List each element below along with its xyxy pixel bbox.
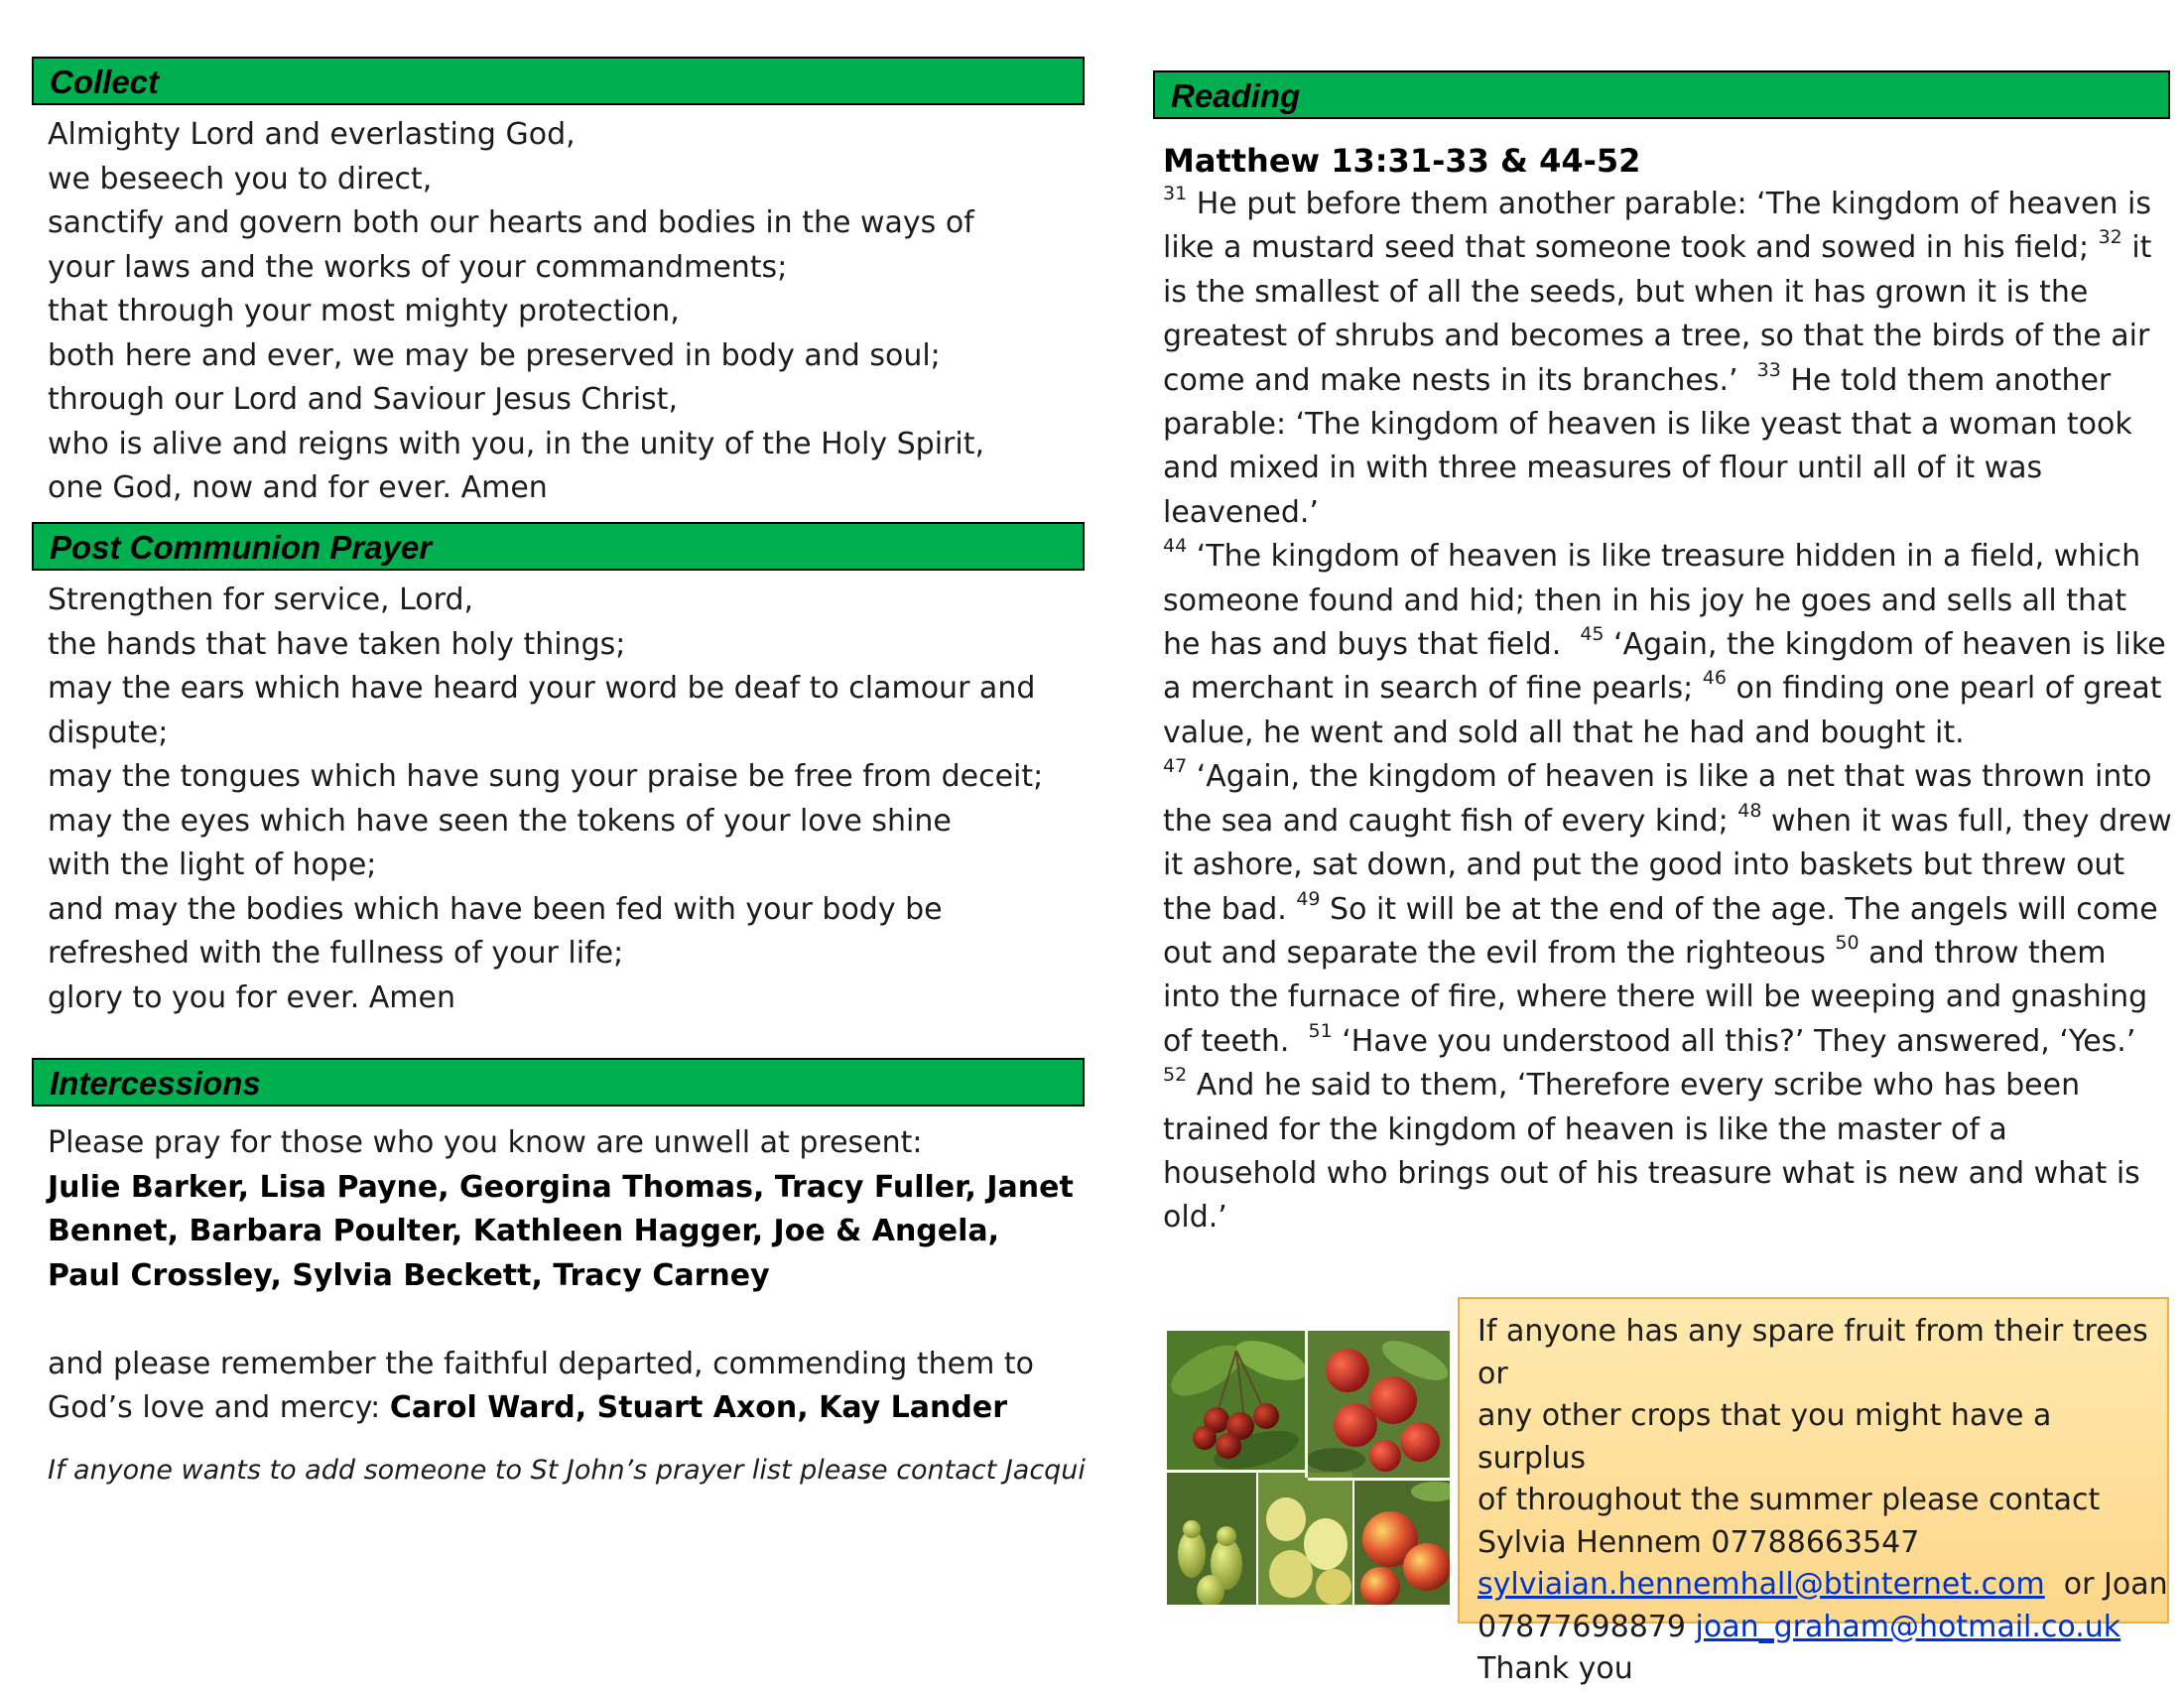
reading-text-run: he has and buys that field. bbox=[1163, 627, 1581, 663]
reading-line bbox=[1163, 183, 2155, 226]
thank-you-text: Thank you bbox=[1477, 1651, 1633, 1686]
reading-line bbox=[1163, 226, 2155, 270]
reading-line bbox=[1163, 315, 2155, 358]
reading-text-run: old.’ bbox=[1163, 1200, 1227, 1236]
post-communion-line: with the light of hope; bbox=[48, 847, 377, 882]
reading-text-run: is the smallest of all the seeds, but when it has grown it is the bbox=[1163, 274, 2089, 310]
departed-prefix: God’s love and mercy: bbox=[48, 1390, 390, 1425]
collect-text bbox=[48, 113, 984, 511]
reading-line bbox=[1163, 755, 2155, 799]
reading-text-run: when it was full, they drew bbox=[1761, 803, 2172, 839]
post-communion-line: may the ears which have heard your word be deaf to clamour and bbox=[48, 671, 1036, 706]
fruit-notice-line: any other crops that you might have a surplus bbox=[1477, 1398, 2052, 1476]
reading-text-run: out and separate the evil from the righteous bbox=[1163, 935, 1836, 971]
reading-line bbox=[1163, 535, 2155, 579]
collect-line: one God, now and for ever. Amen bbox=[48, 470, 548, 505]
verse-number: 32 bbox=[2098, 226, 2122, 249]
fruit-notice-box bbox=[1458, 1297, 2169, 1686]
reading-text-run: come and make nests in its branches.’ bbox=[1163, 362, 1757, 398]
fruit-notice-line: Sylvia Hennem 07788663547 bbox=[1477, 1524, 1920, 1560]
reading-reference: Matthew 13:31-33 & 44-52 bbox=[1163, 142, 1641, 180]
reading-line bbox=[1163, 491, 2155, 535]
reading-line bbox=[1163, 932, 2155, 976]
intercessions-intro: Please pray for those who you know are unwell at present: bbox=[48, 1125, 923, 1160]
reading-text-run: of teeth. bbox=[1163, 1023, 1309, 1059]
reading-text-run: household who brings out of his treasure what is new and what is bbox=[1163, 1155, 2140, 1191]
fruit-notice-line: of throughout the summer please contact bbox=[1477, 1483, 2101, 1517]
reading-text-run: the sea and caught fish of every kind; bbox=[1163, 803, 1738, 839]
intercessions-text bbox=[48, 1121, 1086, 1493]
reading-line bbox=[1163, 447, 2155, 490]
reading-text-run: someone found and hid; then in his joy he goes and sells all that bbox=[1163, 583, 2127, 618]
departed-line bbox=[48, 1386, 1086, 1431]
reading-line bbox=[1163, 1108, 2155, 1152]
reading-heading: Reading bbox=[1153, 70, 2170, 119]
reading-line bbox=[1163, 1064, 2155, 1107]
reading-text-run: leavened.’ bbox=[1163, 494, 1319, 530]
reading-text-run: the bad. bbox=[1163, 891, 1297, 927]
collect-line: through our Lord and Saviour Jesus Christ, bbox=[48, 382, 678, 417]
verse-number: 50 bbox=[1835, 931, 1860, 954]
post-communion-line: may the tongues which have sung your praise be free from deceit; bbox=[48, 759, 1044, 794]
reading-line bbox=[1163, 712, 2155, 755]
reading-text-run: He put before them another parable: ‘The kingdom of heaven is bbox=[1187, 187, 2152, 221]
post-communion-line: may the eyes which have seen the tokens of your love shine bbox=[48, 803, 952, 839]
verse-number: 51 bbox=[1308, 1019, 1333, 1042]
reading-text-run: So it will be at the end of the age. The angels will come bbox=[1320, 891, 2158, 927]
fruit-notice-line bbox=[1477, 1607, 2149, 1649]
reading-text-run: And he said to them, ‘Therefore every scribe who has been bbox=[1187, 1068, 2081, 1104]
prayer-list-note: If anyone wants to add someone to St John’s prayer list please contact Jacqui bbox=[48, 1454, 1086, 1486]
reading-line bbox=[1163, 1152, 2155, 1196]
collect-line: that through your most mighty protection, bbox=[48, 294, 680, 328]
reading-text-run: it ashore, sat down, and put the good into baskets but threw out bbox=[1163, 847, 2125, 883]
reading-line bbox=[1163, 976, 2155, 1019]
reading-text-run: and throw them bbox=[1859, 935, 2107, 971]
intercessions-heading: Intercessions bbox=[32, 1058, 1085, 1106]
verse-number: 45 bbox=[1580, 623, 1605, 646]
fruit-notice-line bbox=[1477, 1564, 2168, 1607]
unwell-names-line: Julie Barker, Lisa Payne, Georgina Thomas, Tracy Fuller, Janet bbox=[48, 1169, 1074, 1205]
reading-text-run: it bbox=[2121, 230, 2152, 266]
reading-text-run: ‘Have you understood all this?’ They answered, ‘Yes.’ bbox=[1332, 1023, 2136, 1059]
reading-body bbox=[1163, 183, 2172, 1240]
reading-text-run: He told them another bbox=[1780, 362, 2112, 398]
fruit-collage-image bbox=[1167, 1331, 1450, 1605]
reading-text-run: trained for the kingdom of heaven is like the master of a bbox=[1163, 1111, 2007, 1147]
collect-line: both here and ever, we may be preserved in body and soul; bbox=[48, 337, 941, 373]
unwell-names-line: Paul Crossley, Sylvia Beckett, Tracy Carney bbox=[48, 1257, 770, 1293]
reading-line bbox=[1163, 799, 2172, 844]
verse-number: 52 bbox=[1163, 1064, 1188, 1087]
reading-line bbox=[1163, 403, 2155, 447]
reading-text-run: parable: ‘The kingdom of heaven is like yeast that a woman took bbox=[1163, 407, 2132, 443]
verse-number: 48 bbox=[1737, 799, 1762, 822]
fruit-notice-line: If anyone has any spare fruit from their trees or bbox=[1477, 1314, 2148, 1391]
verse-number: 46 bbox=[1702, 667, 1727, 690]
reading-text-run: and mixed in with three measures of flour until all of it was bbox=[1163, 451, 2043, 486]
reading-text-run: a merchant in search of fine pearls; bbox=[1163, 671, 1703, 707]
collect-line: your laws and the works of your commandments; bbox=[48, 249, 788, 285]
or-joan-text: or Joan bbox=[2044, 1567, 2168, 1602]
reading-line bbox=[1163, 1020, 2155, 1064]
reading-text-run: into the furnace of fire, where there will be weeping and gnashing bbox=[1163, 979, 2148, 1015]
fruit-photo-collage bbox=[1167, 1331, 1450, 1605]
reading-line bbox=[1163, 887, 2158, 932]
verse-number: 44 bbox=[1163, 535, 1188, 558]
verse-number: 49 bbox=[1296, 887, 1321, 910]
post-communion-line: Strengthen for service, Lord, bbox=[48, 583, 474, 617]
reading-line bbox=[1163, 623, 2166, 667]
post-communion-text bbox=[48, 579, 1043, 1020]
verse-number: 33 bbox=[1756, 358, 1781, 381]
collect-line: Almighty Lord and everlasting God, bbox=[48, 117, 576, 152]
verse-number: 47 bbox=[1163, 755, 1188, 778]
unwell-names-line: Bennet, Barbara Poulter, Kathleen Hagger, Joe & Angela, bbox=[48, 1214, 1000, 1248]
collect-line: who is alive and reigns with you, in the unity of the Holy Spirit, bbox=[48, 426, 985, 461]
reading-text-run: ‘Again, the kingdom of heaven is like bbox=[1604, 627, 2166, 663]
departed-names: Carol Ward, Stuart Axon, Kay Lander bbox=[389, 1390, 1008, 1425]
post-communion-line: dispute; bbox=[48, 715, 169, 750]
reading-text-run: value, he went and sold all that he had and bought it. bbox=[1163, 715, 1965, 750]
reading-text-run: ‘Again, the kingdom of heaven is like a net that was thrown into bbox=[1187, 759, 2152, 795]
departed-intro: and please remember the faithful departed, commending them to bbox=[48, 1346, 1034, 1381]
sylvia-email-link[interactable]: sylviaian.hennemhall@btinternet.com bbox=[1477, 1567, 2045, 1602]
reading-line bbox=[1163, 580, 2155, 623]
collect-line: sanctify and govern both our hearts and bodies in the ways of bbox=[48, 205, 974, 240]
collect-line: we beseech you to direct, bbox=[48, 161, 433, 196]
reading-line bbox=[1163, 271, 2155, 315]
post-communion-line: the hands that have taken holy things; bbox=[48, 626, 626, 662]
reading-line bbox=[1163, 844, 2155, 887]
joan-email-link[interactable]: joan_graham@hotmail.co.uk bbox=[1695, 1609, 2121, 1644]
collect-heading: Collect bbox=[32, 57, 1085, 105]
reading-text-run: greatest of shrubs and becomes a tree, so that the birds of the air bbox=[1163, 319, 2150, 354]
reading-text-run: ‘The kingdom of heaven is like treasure hidden in a field, which bbox=[1187, 539, 2141, 575]
post-communion-line: and may the bodies which have been fed with your body be bbox=[48, 891, 943, 927]
joan-phone: 07877698879 bbox=[1477, 1609, 1696, 1644]
post-communion-line: glory to you for ever. Amen bbox=[48, 979, 455, 1015]
reading-text-run: on finding one pearl of great bbox=[1726, 671, 2162, 707]
reading-text-run: like a mustard seed that someone took and sowed in his field; bbox=[1163, 230, 2099, 266]
post-communion-line: refreshed with the fullness of your life; bbox=[48, 936, 624, 971]
reading-line bbox=[1163, 359, 2155, 403]
reading-line bbox=[1163, 1196, 2155, 1239]
reading-line bbox=[1163, 667, 2162, 711]
reading-text bbox=[1163, 137, 2172, 1240]
post-communion-heading: Post Communion Prayer bbox=[32, 522, 1085, 571]
verse-number: 31 bbox=[1163, 183, 1188, 204]
